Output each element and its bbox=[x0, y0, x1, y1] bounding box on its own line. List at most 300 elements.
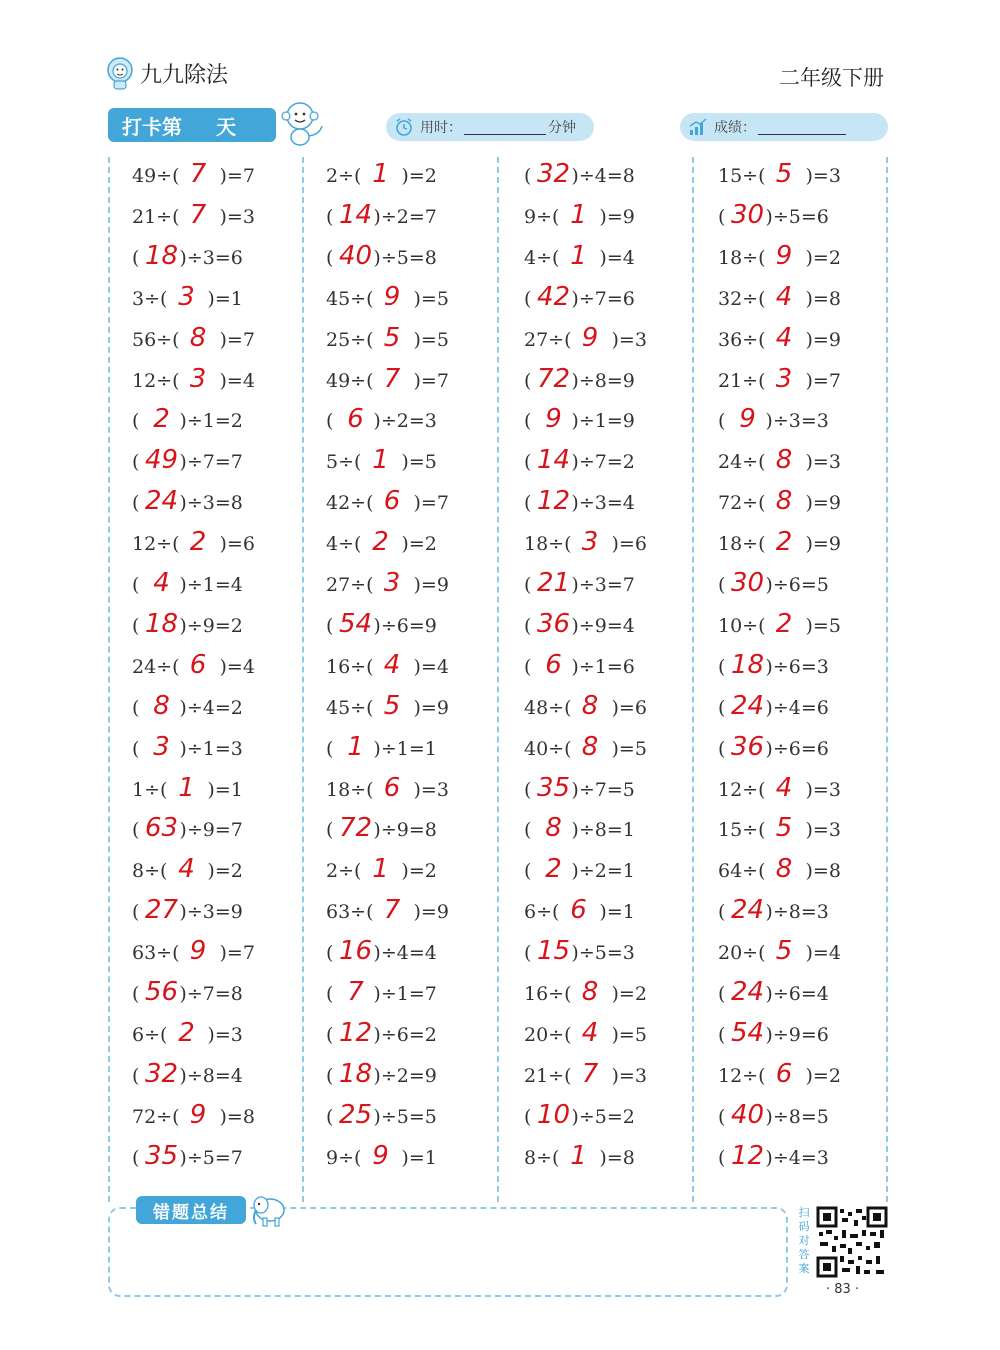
handwritten-answer: 7 bbox=[347, 977, 364, 1007]
exercise-prefix: ( bbox=[132, 574, 140, 596]
exercise-suffix: )=3 bbox=[805, 778, 841, 801]
exercise-row bbox=[718, 1058, 841, 1101]
handwritten-answer: 2 bbox=[372, 527, 389, 558]
exercise-row bbox=[524, 1140, 635, 1183]
handwritten-answer: 6 bbox=[545, 649, 562, 680]
exercise-prefix: ( bbox=[326, 1105, 334, 1128]
time-unit: 分钟 bbox=[548, 120, 576, 136]
exercise-suffix: )÷6=9 bbox=[373, 614, 437, 637]
exercise-suffix: )=2 bbox=[401, 533, 437, 556]
handwritten-answer: 72 bbox=[536, 363, 571, 394]
growth-chart-icon bbox=[688, 117, 708, 137]
exercise-suffix: )=7 bbox=[219, 165, 255, 187]
handwritten-answer: 40 bbox=[730, 1099, 765, 1130]
handwritten-answer: 1 bbox=[372, 159, 389, 189]
exercise-row bbox=[718, 977, 829, 1019]
handwritten-answer: 6 bbox=[189, 649, 207, 680]
exercise-row bbox=[132, 486, 243, 528]
exercise-suffix: )=5 bbox=[611, 737, 647, 760]
exercise-prefix: ( bbox=[718, 655, 726, 678]
exercise-prefix: ( bbox=[524, 287, 532, 310]
exercise-prefix: 18÷( bbox=[326, 778, 374, 801]
exercise-row bbox=[326, 486, 449, 528]
exercise-row bbox=[718, 854, 841, 896]
exercise-suffix: )÷9=7 bbox=[179, 819, 243, 842]
time-input-blank[interactable] bbox=[464, 120, 546, 135]
handwritten-answer: 1 bbox=[372, 854, 389, 885]
exercise-prefix: 9÷( bbox=[326, 1146, 362, 1169]
exercise-row bbox=[524, 281, 635, 324]
exercise-row bbox=[524, 159, 635, 201]
exercise-prefix: 27÷( bbox=[326, 574, 374, 596]
exercise-prefix: 24÷( bbox=[132, 655, 180, 678]
exercise-prefix: ( bbox=[326, 942, 334, 965]
exercise-prefix: 12÷( bbox=[718, 778, 766, 801]
exercise-row bbox=[524, 199, 635, 242]
exercise-prefix: 56÷( bbox=[132, 328, 180, 351]
exercise-row bbox=[132, 240, 243, 283]
exercise-prefix: 1÷( bbox=[132, 778, 168, 801]
handwritten-answer: 8 bbox=[775, 445, 793, 476]
exercise-row bbox=[326, 281, 449, 324]
exercise-prefix: 63÷( bbox=[132, 942, 180, 965]
handwritten-answer: 3 bbox=[178, 281, 195, 312]
exercise-suffix: )=4 bbox=[413, 655, 449, 678]
exercise-suffix: )=9 bbox=[413, 574, 449, 596]
handwritten-answer: 4 bbox=[383, 649, 401, 680]
exercise-row bbox=[524, 1099, 635, 1142]
exercise-prefix: ( bbox=[718, 696, 726, 719]
handwritten-answer: 72 bbox=[338, 813, 373, 844]
exercise-suffix: )÷6=4 bbox=[765, 983, 829, 1005]
exercise-prefix: 4÷( bbox=[326, 533, 362, 556]
exercise-row bbox=[132, 199, 255, 242]
exercise-prefix: ( bbox=[132, 819, 140, 842]
exercise-prefix: ( bbox=[326, 983, 334, 1005]
exercise-row bbox=[718, 731, 829, 774]
handwritten-answer: 54 bbox=[338, 608, 373, 639]
handwritten-answer: 6 bbox=[775, 1058, 793, 1089]
time-label: 用时： bbox=[420, 120, 462, 136]
exercise-prefix: ( bbox=[326, 246, 334, 269]
exercise-prefix: 25÷( bbox=[326, 328, 374, 351]
exercise-suffix: )=2 bbox=[401, 860, 437, 883]
score-field bbox=[680, 113, 888, 141]
exercise-prefix: 45÷( bbox=[326, 287, 374, 310]
exercise-row bbox=[132, 731, 243, 774]
exercise-row bbox=[718, 1099, 829, 1142]
exercise-row bbox=[524, 1017, 647, 1060]
exercise-row bbox=[132, 1140, 243, 1183]
handwritten-answer: 1 bbox=[570, 240, 587, 271]
exercise-suffix: )÷6=6 bbox=[765, 737, 829, 760]
exercise-row bbox=[524, 527, 647, 569]
exercise-row bbox=[326, 608, 437, 651]
exercise-row bbox=[524, 977, 647, 1019]
exercise-row bbox=[718, 199, 829, 242]
exercise-row bbox=[132, 527, 255, 569]
exercise-row bbox=[326, 1017, 437, 1060]
handwritten-answer: 4 bbox=[153, 568, 170, 598]
exercise-prefix: 8÷( bbox=[524, 1146, 560, 1169]
handwritten-answer: 5 bbox=[775, 936, 793, 967]
exercise-row bbox=[718, 159, 841, 201]
handwritten-answer: 2 bbox=[545, 854, 562, 885]
handwritten-answer: 1 bbox=[372, 445, 389, 476]
handwritten-answer: 16 bbox=[338, 936, 373, 967]
exercise-prefix: 21÷( bbox=[524, 1064, 572, 1087]
exercise-prefix: 4÷( bbox=[524, 246, 560, 269]
exercise-prefix: ( bbox=[524, 655, 532, 678]
exercise-suffix: )÷4=4 bbox=[373, 942, 437, 965]
handwritten-answer: 4 bbox=[775, 772, 793, 803]
exercise-row bbox=[326, 731, 437, 774]
exercise-prefix: 5÷( bbox=[326, 451, 362, 474]
exercise-row bbox=[524, 854, 635, 896]
exercise-row bbox=[132, 445, 243, 487]
exercise-grid bbox=[108, 157, 888, 1202]
exercise-suffix: )=5 bbox=[401, 451, 437, 474]
exercise-row bbox=[718, 322, 841, 365]
exercise-row bbox=[326, 445, 437, 487]
handwritten-answer: 15 bbox=[536, 936, 571, 967]
exercise-suffix: )÷6=3 bbox=[765, 655, 829, 678]
exercise-row bbox=[132, 1058, 243, 1101]
exercise-prefix: 3÷( bbox=[132, 287, 168, 310]
handwritten-answer: 9 bbox=[383, 281, 401, 312]
exercise-prefix: ( bbox=[326, 737, 334, 760]
qr-code-icon[interactable] bbox=[816, 1206, 888, 1278]
exercise-prefix: ( bbox=[132, 1064, 140, 1087]
handwritten-answer: 7 bbox=[383, 895, 401, 926]
exercise-row bbox=[132, 690, 243, 733]
exercise-suffix: )=8 bbox=[219, 1105, 255, 1128]
exercise-suffix: )÷7=2 bbox=[571, 451, 635, 474]
exercise-prefix: 6÷( bbox=[524, 901, 560, 924]
exercise-prefix: ( bbox=[718, 1146, 726, 1169]
exercise-prefix: ( bbox=[524, 860, 532, 883]
handwritten-answer: 14 bbox=[536, 445, 571, 476]
exercise-suffix: )=9 bbox=[805, 492, 841, 515]
exercise-suffix: )=4 bbox=[219, 369, 255, 392]
exercise-prefix: ( bbox=[132, 614, 140, 637]
exercise-row bbox=[524, 322, 647, 365]
exercise-prefix: ( bbox=[524, 942, 532, 965]
exercise-prefix: 18÷( bbox=[718, 246, 766, 269]
exercise-suffix: )÷5=8 bbox=[373, 246, 437, 269]
handwritten-answer: 9 bbox=[545, 404, 562, 435]
handwritten-answer: 5 bbox=[775, 813, 793, 844]
column-divider bbox=[886, 157, 888, 1202]
exercise-row bbox=[524, 813, 635, 855]
exercise-row bbox=[524, 608, 635, 651]
exercise-row bbox=[718, 608, 841, 651]
exercise-suffix: )÷2=3 bbox=[373, 410, 437, 433]
exercise-row bbox=[326, 1099, 437, 1142]
exercise-prefix: ( bbox=[718, 737, 726, 760]
exercise-row bbox=[132, 772, 243, 815]
exercise-suffix: )=6 bbox=[611, 696, 647, 719]
exercise-prefix: 36÷( bbox=[718, 328, 766, 351]
handwritten-answer: 18 bbox=[144, 608, 179, 639]
exercise-prefix: 20÷( bbox=[718, 942, 766, 965]
exercise-suffix: )=9 bbox=[599, 205, 635, 228]
exercise-prefix: 2÷( bbox=[326, 165, 362, 187]
handwritten-answer: 40 bbox=[338, 240, 373, 271]
exercise-row bbox=[326, 199, 437, 242]
exercise-suffix: )÷6=5 bbox=[765, 574, 829, 596]
exercise-row bbox=[326, 404, 437, 446]
handwritten-answer: 9 bbox=[372, 1140, 389, 1171]
exercise-suffix: )=7 bbox=[219, 328, 255, 351]
exercise-row bbox=[718, 527, 841, 569]
exercise-suffix: )=9 bbox=[805, 328, 841, 351]
header-left bbox=[104, 56, 228, 90]
handwritten-answer: 18 bbox=[144, 240, 179, 271]
handwritten-answer: 30 bbox=[730, 199, 765, 230]
exercise-row bbox=[718, 404, 829, 446]
handwritten-answer: 8 bbox=[545, 813, 562, 844]
exercise-suffix: )÷7=8 bbox=[179, 983, 243, 1005]
exercise-suffix: )=4 bbox=[219, 655, 255, 678]
exercise-prefix: ( bbox=[718, 574, 726, 596]
exercise-suffix: )÷7=5 bbox=[571, 778, 635, 801]
exercise-row bbox=[524, 936, 635, 978]
exercise-row bbox=[326, 159, 437, 201]
exercise-prefix: 40÷( bbox=[524, 737, 572, 760]
exercise-row bbox=[524, 772, 635, 815]
handwritten-answer: 21 bbox=[536, 568, 571, 598]
handwritten-answer: 32 bbox=[144, 1058, 179, 1089]
exercise-suffix: )÷5=5 bbox=[373, 1105, 437, 1128]
exercise-suffix: )=3 bbox=[207, 1023, 243, 1046]
elephant-icon bbox=[248, 1188, 294, 1228]
exercise-suffix: )=1 bbox=[207, 287, 243, 310]
exercise-prefix: 12÷( bbox=[132, 533, 180, 556]
exercise-prefix: 45÷( bbox=[326, 696, 374, 719]
exercise-suffix: )÷4=2 bbox=[179, 696, 243, 719]
exercise-row bbox=[524, 445, 635, 487]
exercise-suffix: )÷7=6 bbox=[571, 287, 635, 310]
exercise-suffix: )÷8=9 bbox=[571, 369, 635, 392]
exercise-row bbox=[326, 568, 449, 610]
handwritten-answer: 9 bbox=[581, 322, 599, 353]
exercise-suffix: )=6 bbox=[219, 533, 255, 556]
exercise-prefix: ( bbox=[718, 901, 726, 924]
exercise-suffix: )÷3=7 bbox=[571, 574, 635, 596]
exercise-prefix: ( bbox=[132, 696, 140, 719]
exercise-suffix: )÷1=6 bbox=[571, 655, 635, 678]
exercise-suffix: )÷5=3 bbox=[571, 942, 635, 965]
exercise-suffix: )=2 bbox=[207, 860, 243, 883]
exercise-suffix: )÷8=3 bbox=[765, 901, 829, 924]
exercise-row bbox=[326, 813, 437, 855]
exercise-row bbox=[718, 690, 829, 733]
exercise-row bbox=[524, 240, 635, 283]
exercise-suffix: )=3 bbox=[413, 778, 449, 801]
exercise-row bbox=[718, 281, 841, 324]
handwritten-answer: 32 bbox=[536, 159, 571, 189]
exercise-row bbox=[718, 240, 841, 283]
handwritten-answer: 5 bbox=[775, 159, 793, 189]
handwritten-answer: 24 bbox=[730, 895, 765, 926]
monkey-icon bbox=[276, 98, 328, 148]
column-divider bbox=[692, 157, 694, 1202]
exercise-suffix: )÷8=5 bbox=[765, 1105, 829, 1128]
exercise-row bbox=[718, 568, 829, 610]
exercise-prefix: 16÷( bbox=[326, 655, 374, 678]
exercise-suffix: )÷7=7 bbox=[179, 451, 243, 474]
exercise-prefix: 8÷( bbox=[132, 860, 168, 883]
exercise-prefix: ( bbox=[132, 737, 140, 760]
handwritten-answer: 5 bbox=[383, 690, 401, 721]
exercise-suffix: )=1 bbox=[599, 901, 635, 924]
exercise-suffix: )÷4=3 bbox=[765, 1146, 829, 1169]
exercise-prefix: 15÷( bbox=[718, 819, 766, 842]
exercise-row bbox=[524, 1058, 647, 1101]
exercise-suffix: )÷1=4 bbox=[179, 574, 243, 596]
exercise-prefix: ( bbox=[524, 410, 532, 433]
exercise-prefix: ( bbox=[524, 819, 532, 842]
handwritten-answer: 8 bbox=[581, 690, 599, 721]
exercise-prefix: ( bbox=[524, 778, 532, 801]
handwritten-answer: 8 bbox=[189, 322, 207, 353]
handwritten-answer: 35 bbox=[536, 772, 571, 803]
exercise-prefix: ( bbox=[718, 205, 726, 228]
handwritten-answer: 2 bbox=[178, 1017, 195, 1048]
handwritten-answer: 8 bbox=[775, 854, 793, 885]
exercise-row bbox=[132, 322, 255, 365]
exercise-row bbox=[524, 731, 647, 774]
handwritten-answer: 14 bbox=[338, 199, 373, 230]
handwritten-answer: 1 bbox=[570, 199, 587, 230]
exercise-row bbox=[132, 363, 255, 406]
score-input-blank[interactable] bbox=[758, 120, 846, 135]
column-divider bbox=[302, 157, 304, 1202]
exercise-prefix: ( bbox=[524, 574, 532, 596]
exercise-suffix: )=7 bbox=[413, 369, 449, 392]
exercise-row bbox=[326, 772, 449, 815]
exercise-suffix: )=3 bbox=[219, 205, 255, 228]
handwritten-answer: 49 bbox=[144, 445, 179, 476]
handwritten-answer: 4 bbox=[775, 322, 793, 353]
exercise-row bbox=[524, 363, 635, 406]
handwritten-answer: 9 bbox=[189, 936, 207, 967]
exercise-suffix: )=4 bbox=[599, 246, 635, 269]
handwritten-answer: 7 bbox=[581, 1058, 599, 1089]
handwritten-answer: 7 bbox=[189, 199, 207, 230]
exercise-row bbox=[718, 772, 841, 815]
exercise-row bbox=[326, 527, 437, 569]
alarm-clock-icon bbox=[394, 117, 414, 137]
handwritten-answer: 7 bbox=[189, 159, 207, 189]
exercise-suffix: )÷3=6 bbox=[179, 246, 243, 269]
exercise-suffix: )=5 bbox=[611, 1023, 647, 1046]
exercise-prefix: ( bbox=[326, 205, 334, 228]
exercise-suffix: )=7 bbox=[413, 492, 449, 515]
handwritten-answer: 25 bbox=[338, 1099, 373, 1130]
exercise-suffix: )÷6=2 bbox=[373, 1023, 437, 1046]
exercise-row bbox=[524, 895, 635, 937]
exercise-prefix: 24÷( bbox=[718, 451, 766, 474]
handwritten-answer: 6 bbox=[570, 895, 587, 926]
exercise-prefix: 63÷( bbox=[326, 901, 374, 924]
exercise-prefix: 18÷( bbox=[524, 533, 572, 556]
checkin-tab bbox=[108, 108, 276, 142]
exercise-prefix: 20÷( bbox=[524, 1023, 572, 1046]
handwritten-answer: 2 bbox=[775, 527, 793, 558]
exercise-suffix: )÷4=6 bbox=[765, 696, 829, 719]
exercise-row bbox=[326, 1140, 437, 1183]
exercise-prefix: 48÷( bbox=[524, 696, 572, 719]
handwritten-answer: 1 bbox=[570, 1140, 587, 1171]
exercise-prefix: ( bbox=[326, 614, 334, 637]
checkin-suffix: 天 bbox=[216, 114, 236, 139]
exercise-row bbox=[132, 404, 243, 446]
exercise-row bbox=[718, 813, 841, 855]
handwritten-answer: 24 bbox=[730, 690, 765, 721]
exercise-row bbox=[132, 854, 243, 896]
exercise-prefix: ( bbox=[132, 983, 140, 1005]
exercise-row bbox=[132, 813, 243, 855]
exercise-prefix: ( bbox=[132, 246, 140, 269]
handwritten-answer: 9 bbox=[189, 1099, 207, 1130]
handwritten-answer: 24 bbox=[144, 486, 179, 517]
exercise-suffix: )÷8=4 bbox=[179, 1064, 243, 1087]
exercise-prefix: 12÷( bbox=[132, 369, 180, 392]
time-field bbox=[386, 113, 594, 141]
handwritten-answer: 3 bbox=[775, 363, 793, 394]
exercise-prefix: 64÷( bbox=[718, 860, 766, 883]
exercise-row bbox=[524, 568, 635, 610]
handwritten-answer: 4 bbox=[178, 854, 195, 885]
handwritten-answer: 12 bbox=[536, 486, 571, 517]
exercise-suffix: )÷5=6 bbox=[765, 205, 829, 228]
exercise-suffix: )=3 bbox=[611, 1064, 647, 1087]
exercise-row bbox=[326, 895, 449, 937]
exercise-prefix: ( bbox=[524, 369, 532, 392]
exercise-prefix: ( bbox=[524, 614, 532, 637]
exercise-row bbox=[718, 445, 841, 487]
exercise-suffix: )=6 bbox=[611, 533, 647, 556]
handwritten-answer: 36 bbox=[730, 731, 765, 762]
exercise-prefix: 49÷( bbox=[326, 369, 374, 392]
grade-label: 二年级下册 bbox=[779, 66, 884, 90]
exercise-row bbox=[132, 1099, 255, 1142]
exercise-suffix: )=9 bbox=[413, 901, 449, 924]
exercise-prefix: ( bbox=[326, 410, 334, 433]
handwritten-answer: 30 bbox=[730, 568, 765, 598]
exercise-prefix: 49÷( bbox=[132, 165, 180, 187]
exercise-row bbox=[326, 977, 437, 1019]
column-divider bbox=[497, 157, 499, 1202]
exercise-suffix: )÷9=2 bbox=[179, 614, 243, 637]
handwritten-answer: 42 bbox=[536, 281, 571, 312]
exercise-suffix: )=1 bbox=[401, 1146, 437, 1169]
exercise-suffix: )=3 bbox=[805, 165, 841, 187]
lion-icon bbox=[104, 56, 136, 90]
exercise-row bbox=[524, 690, 647, 733]
exercise-prefix: ( bbox=[326, 1023, 334, 1046]
handwritten-answer: 56 bbox=[144, 977, 179, 1007]
exercise-prefix: 42÷( bbox=[326, 492, 374, 515]
exercise-suffix: )=7 bbox=[805, 369, 841, 392]
handwritten-answer: 24 bbox=[730, 977, 765, 1007]
handwritten-answer: 4 bbox=[581, 1017, 599, 1048]
exercise-prefix: 2÷( bbox=[326, 860, 362, 883]
handwritten-answer: 6 bbox=[347, 404, 364, 435]
exercise-suffix: )=8 bbox=[599, 1146, 635, 1169]
